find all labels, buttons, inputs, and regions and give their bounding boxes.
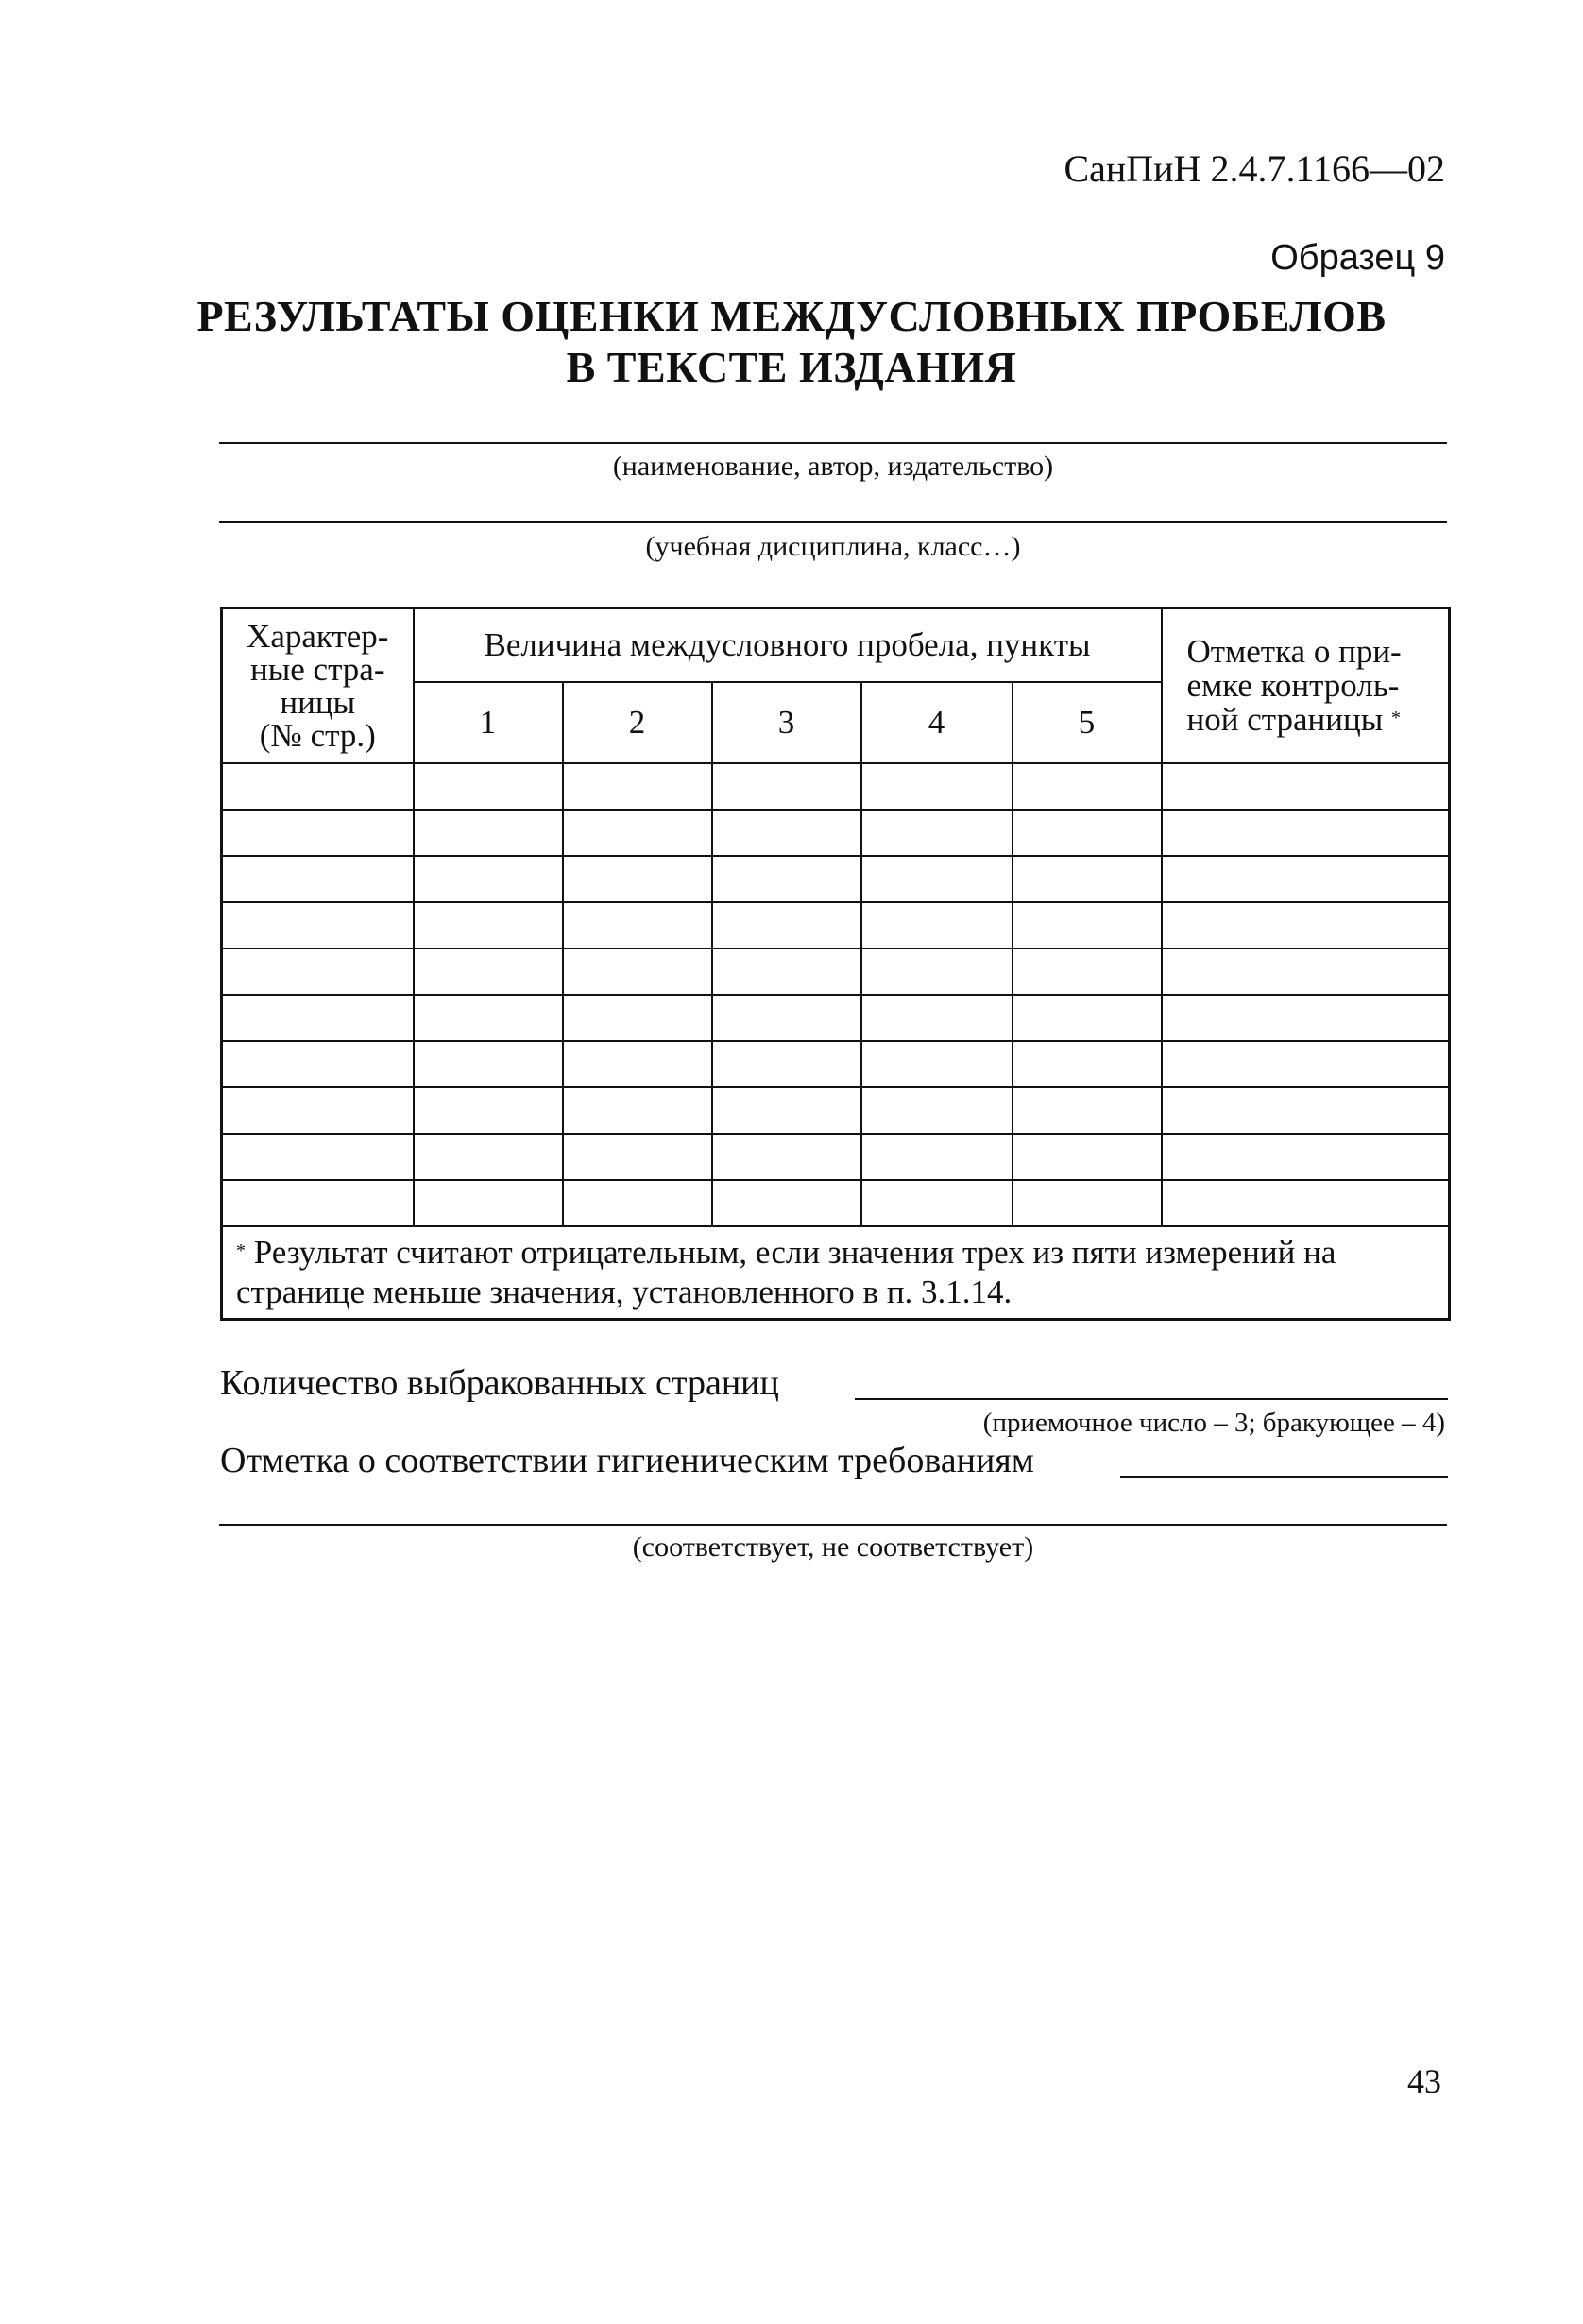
table-cell[interactable] xyxy=(712,810,861,856)
table-cell[interactable] xyxy=(222,1134,414,1180)
pages-header-line-1: Характер- xyxy=(247,618,389,655)
table-row xyxy=(222,1087,1450,1134)
table-cell[interactable] xyxy=(712,1041,861,1087)
spacing-col-1: 1 xyxy=(414,682,563,763)
table-cell[interactable] xyxy=(563,1180,712,1226)
measurement-table xyxy=(220,607,1451,1321)
table-cell[interactable] xyxy=(1162,810,1450,856)
table-cell[interactable] xyxy=(563,763,712,810)
table-cell[interactable] xyxy=(1013,902,1162,948)
table-cell[interactable] xyxy=(222,995,414,1041)
table-cell[interactable] xyxy=(861,856,1013,902)
table-cell[interactable] xyxy=(1162,1134,1450,1180)
table-cell[interactable] xyxy=(414,1041,563,1087)
table-row xyxy=(222,856,1450,902)
table-cell[interactable] xyxy=(414,810,563,856)
table-cell[interactable] xyxy=(712,1180,861,1226)
table-cell[interactable] xyxy=(861,810,1013,856)
table-cell[interactable] xyxy=(563,810,712,856)
table-cell[interactable] xyxy=(414,902,563,948)
table-cell[interactable] xyxy=(1162,948,1450,995)
table-row xyxy=(222,1134,1450,1180)
compliance-fill-line-2[interactable] xyxy=(219,1524,1447,1526)
table-cell[interactable] xyxy=(1013,1087,1162,1134)
spacing-col-2: 2 xyxy=(563,682,712,763)
table-cell[interactable] xyxy=(563,948,712,995)
table-cell[interactable] xyxy=(1013,1041,1162,1087)
table-cell[interactable] xyxy=(712,763,861,810)
pages-header-line-3: ницы xyxy=(280,684,356,721)
asterisk-mark: * xyxy=(1391,708,1401,728)
table-cell[interactable] xyxy=(1013,1180,1162,1226)
table-row xyxy=(222,763,1450,810)
table-cell[interactable] xyxy=(222,1087,414,1134)
publication-fill-line[interactable] xyxy=(219,442,1447,444)
mark-header-line-2: емке контроль- xyxy=(1186,667,1400,704)
table-cell[interactable] xyxy=(1013,995,1162,1041)
table-cell[interactable] xyxy=(1013,948,1162,995)
table-cell[interactable] xyxy=(1013,810,1162,856)
table-cell[interactable] xyxy=(861,1041,1013,1087)
form-title-line-2: В ТЕКСТЕ ИЗДАНИЯ xyxy=(566,343,1017,391)
table-cell[interactable] xyxy=(712,1087,861,1134)
table-cell[interactable] xyxy=(414,763,563,810)
rejected-pages-fill-line[interactable] xyxy=(855,1398,1448,1400)
document-code: СанПиН 2.4.7.1166—02 xyxy=(1064,147,1445,190)
table-cell[interactable] xyxy=(222,810,414,856)
table-cell[interactable] xyxy=(1162,1180,1450,1226)
table-cell[interactable] xyxy=(414,948,563,995)
table-cell[interactable] xyxy=(414,1087,563,1134)
table-cell[interactable] xyxy=(414,856,563,902)
table-cell[interactable] xyxy=(563,856,712,902)
table-cell[interactable] xyxy=(712,856,861,902)
table-cell[interactable] xyxy=(414,995,563,1041)
pages-column-header xyxy=(222,608,414,764)
table-cell[interactable] xyxy=(563,1041,712,1087)
table-row xyxy=(222,995,1450,1041)
table-cell[interactable] xyxy=(1013,856,1162,902)
table-cell[interactable] xyxy=(861,763,1013,810)
compliance-hint: (соответствует, не соответствует) xyxy=(632,1531,1034,1563)
table-cell[interactable] xyxy=(1162,995,1450,1041)
table-cell[interactable] xyxy=(861,995,1013,1041)
mark-header-line-3: ной страницы * xyxy=(1186,701,1401,738)
form-title-line-1: РЕЗУЛЬТАТЫ ОЦЕНКИ МЕЖДУСЛОВНЫХ ПРОБЕЛОВ xyxy=(196,292,1387,340)
table-cell[interactable] xyxy=(1162,1087,1450,1134)
publication-caption: (наименование, автор, издательство) xyxy=(612,451,1054,482)
pages-header-line-2: ные стра- xyxy=(250,651,385,688)
table-cell[interactable] xyxy=(414,1180,563,1226)
table-cell[interactable] xyxy=(1013,1134,1162,1180)
table-cell[interactable] xyxy=(563,1087,712,1134)
table-cell[interactable] xyxy=(222,902,414,948)
table-cell[interactable] xyxy=(563,902,712,948)
spacing-col-3: 3 xyxy=(712,682,861,763)
table-cell[interactable] xyxy=(1013,763,1162,810)
table-cell[interactable] xyxy=(563,1134,712,1180)
table-cell[interactable] xyxy=(861,1134,1013,1180)
table-row xyxy=(222,1041,1450,1087)
table-row xyxy=(222,1180,1450,1226)
footnote-line-1: Результат считают отрицательным, если значения трех из пяти измерений на xyxy=(253,1234,1336,1271)
compliance-label: Отметка о соответствии гигиеническим требованиям xyxy=(220,1441,1034,1480)
table-row xyxy=(222,902,1450,948)
table-row xyxy=(222,810,1450,856)
pages-header-line-4: (№ стр.) xyxy=(259,717,376,754)
table-cell[interactable] xyxy=(222,1180,414,1226)
mark-header-line-1: Отметка о при- xyxy=(1186,633,1402,670)
table-cell[interactable] xyxy=(222,763,414,810)
table-cell[interactable] xyxy=(222,1041,414,1087)
footnote-line-2: странице меньше значения, установленного в п. 3.1.14. xyxy=(236,1273,1013,1310)
table-cell[interactable] xyxy=(1162,1041,1450,1087)
table-cell[interactable] xyxy=(1162,902,1450,948)
rejected-pages-hint: (приемочное число – 3; бракующее – 4) xyxy=(982,1408,1445,1438)
table-cell[interactable] xyxy=(1162,856,1450,902)
table-cell[interactable] xyxy=(861,1087,1013,1134)
spacing-col-4: 4 xyxy=(861,682,1013,763)
compliance-fill-line[interactable] xyxy=(1120,1476,1448,1478)
spacing-col-5: 5 xyxy=(1013,682,1162,763)
page-number: 43 xyxy=(1407,2062,1441,2100)
table-row xyxy=(222,948,1450,995)
table-footnote xyxy=(222,1226,1450,1320)
table-cell[interactable] xyxy=(222,856,414,902)
table-body xyxy=(222,763,1450,1226)
table-cell[interactable] xyxy=(1162,763,1450,810)
rejected-pages-label: Количество выбракованных страниц xyxy=(220,1363,779,1403)
table-cell[interactable] xyxy=(861,1180,1013,1226)
table-cell[interactable] xyxy=(563,995,712,1041)
sample-label: Образец 9 xyxy=(1270,238,1445,278)
table-cell[interactable] xyxy=(222,948,414,995)
mark-column-header xyxy=(1162,608,1450,764)
footnote-asterisk: * xyxy=(236,1240,246,1261)
discipline-caption: (учебная дисциплина, класс…) xyxy=(645,531,1021,562)
table-cell[interactable] xyxy=(414,1134,563,1180)
discipline-fill-line[interactable] xyxy=(219,521,1447,523)
table-cell[interactable] xyxy=(861,948,1013,995)
table-cell[interactable] xyxy=(861,902,1013,948)
spacing-column-header: Величина междусловного пробела, пункты xyxy=(414,608,1162,683)
table-cell[interactable] xyxy=(712,1134,861,1180)
table-cell[interactable] xyxy=(712,902,861,948)
table-cell[interactable] xyxy=(712,948,861,995)
table-cell[interactable] xyxy=(712,995,861,1041)
